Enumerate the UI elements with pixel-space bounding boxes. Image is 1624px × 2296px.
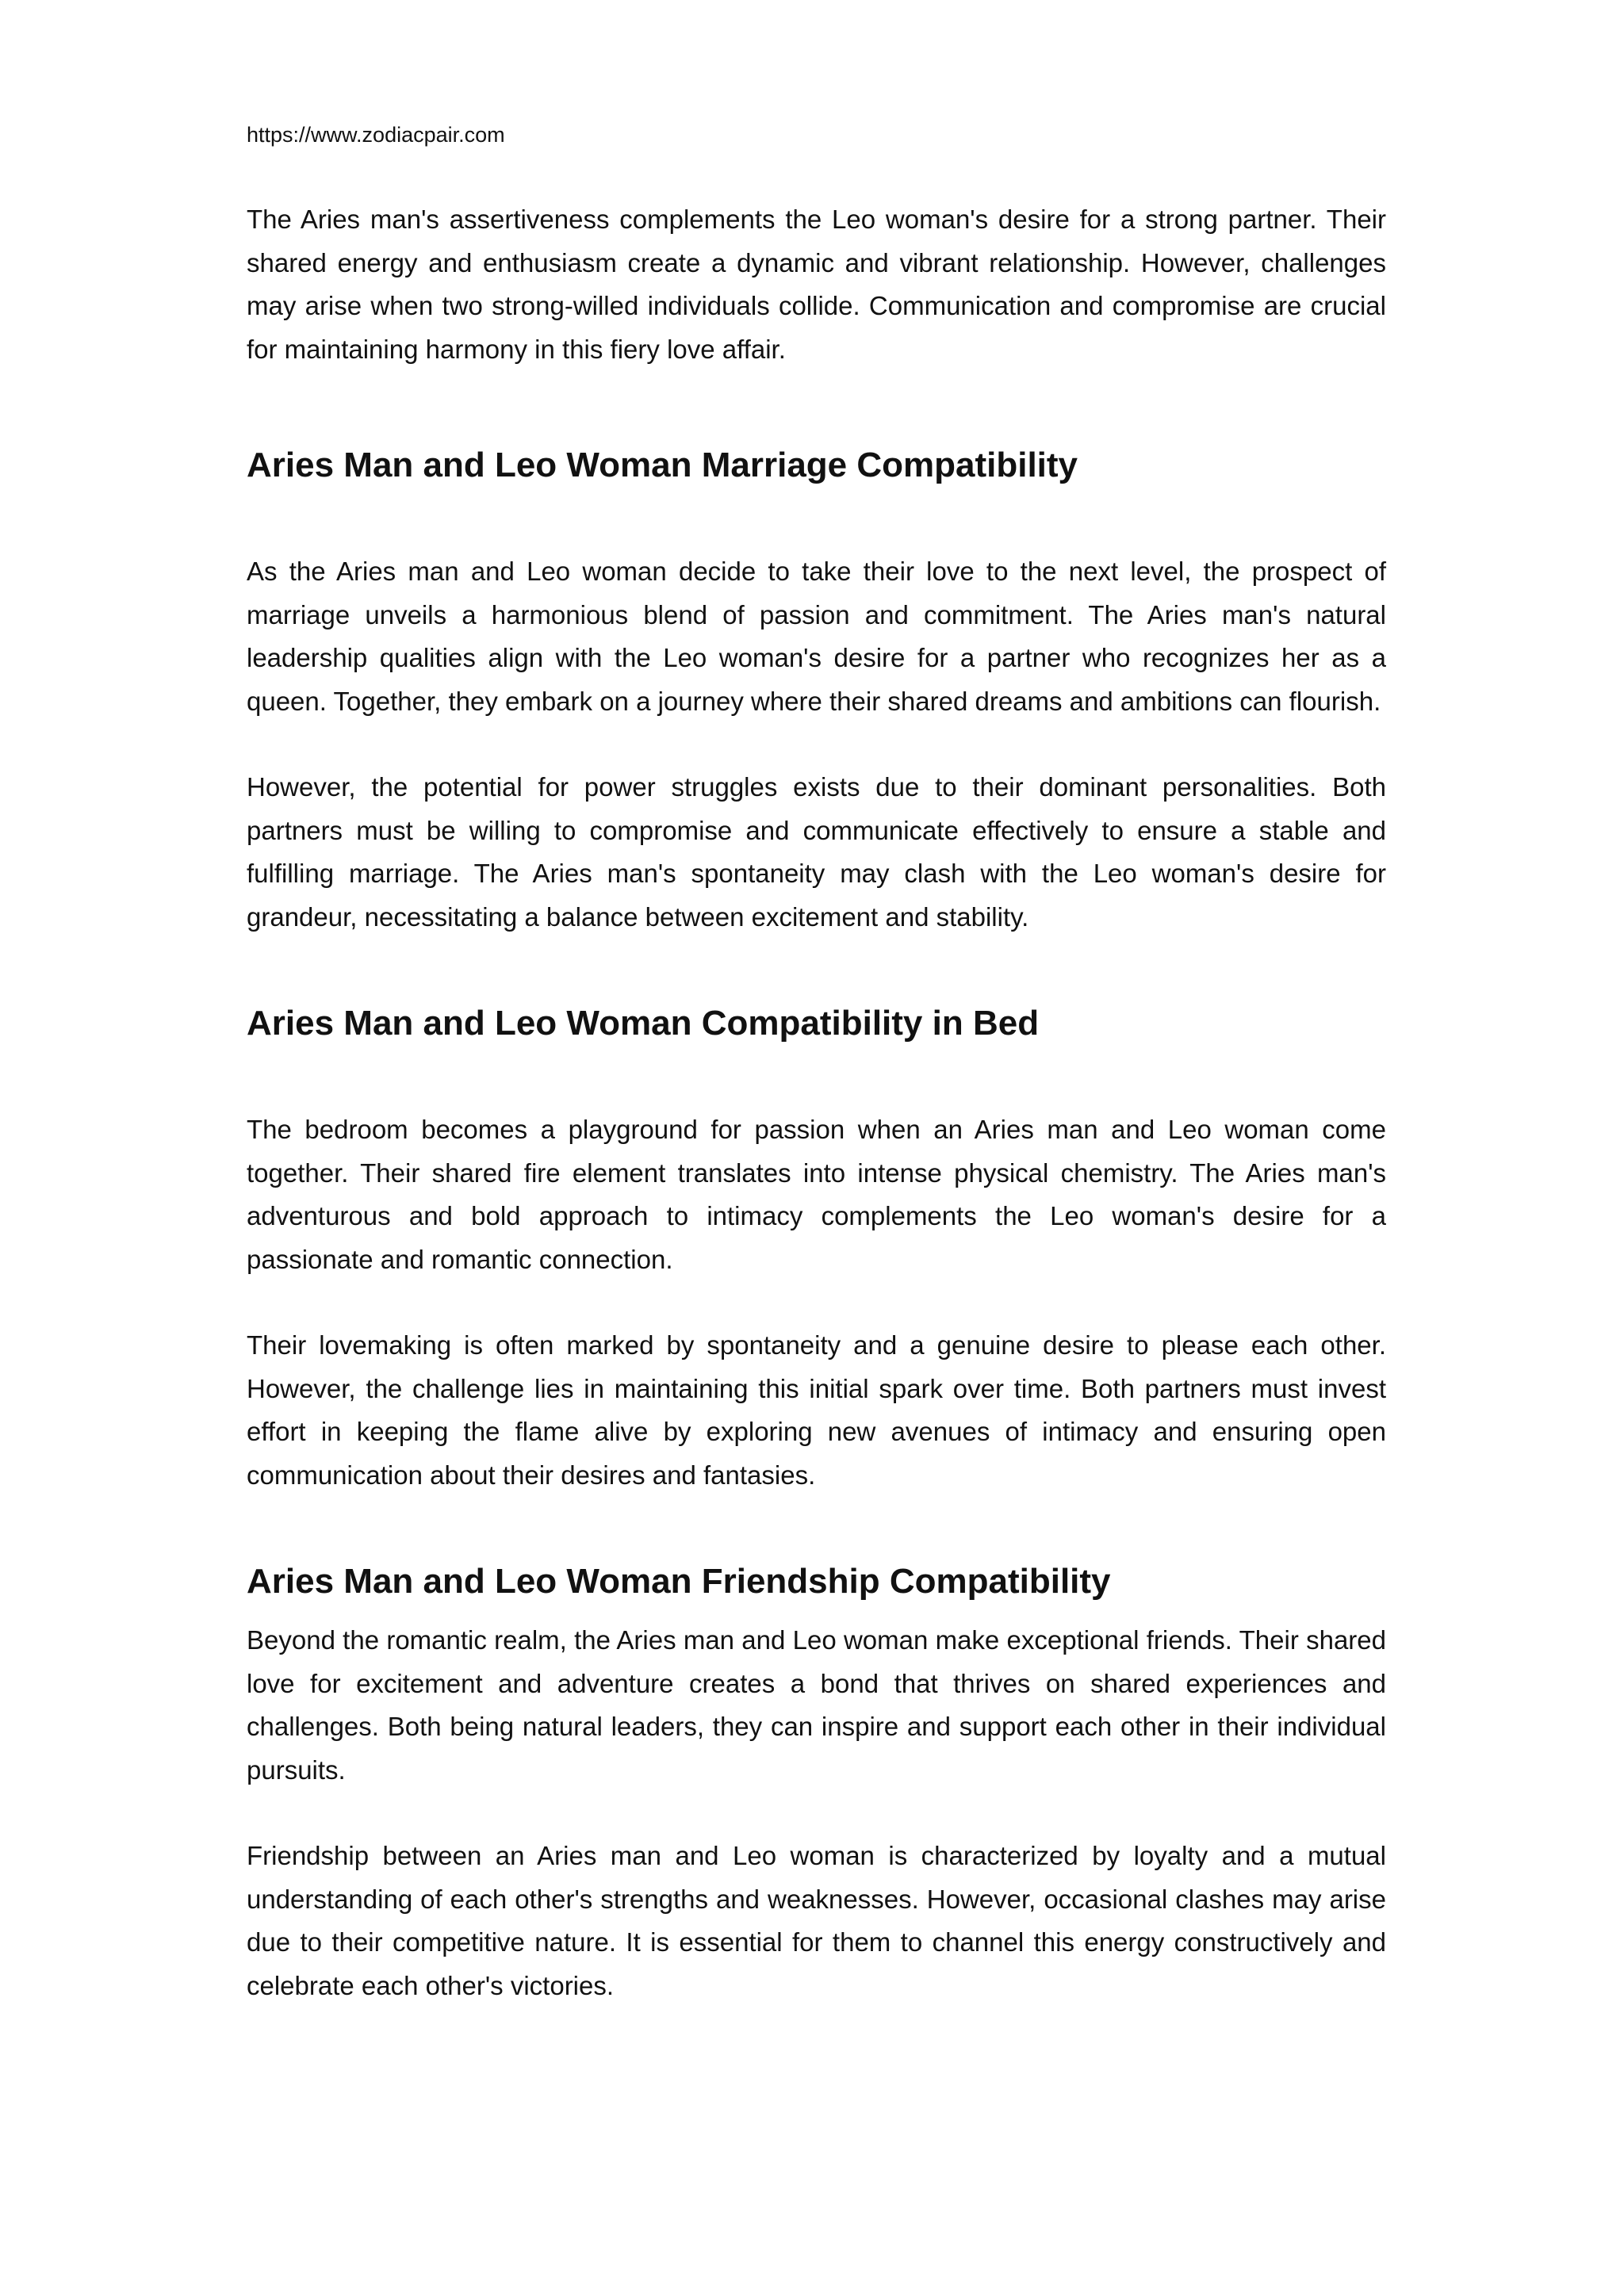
friendship-paragraph-1: Beyond the romantic realm, the Aries man and Leo woman make exceptional friends. Their shared love for excitement and adventure creates a bond that thrives on shared experiences and challenges. Both being natural leaders, they can inspire and support each other in their individual pursuits. — [247, 1625, 1386, 1785]
heading-bed-compatibility: Aries Man and Leo Woman Compatibility in Bed — [247, 1004, 1040, 1043]
article-body — [247, 198, 1386, 2007]
header-url: https://www.zodiacpair.com — [247, 123, 505, 147]
marriage-paragraph-1: As the Aries man and Leo woman decide to take their love to the next level, the prospect of marriage unveils a harmonious blend of passion and commitment. The Aries man's natural leadership qualities align with the Leo woman's desire for a partner who recognizes her as a queen. Together, they embark on a journey where their shared dreams and ambitions can flourish. — [247, 557, 1386, 716]
bed-paragraph-2: Their lovemaking is often marked by spontaneity and a genuine desire to please each other. However, the challenge lies in maintaining this initial spark over time. Both partners must invest effort in keeping the flame alive by exploring new avenues of intimacy and ensuring open communication about their desires and fantasies. — [247, 1330, 1386, 1490]
heading-friendship-compatibility: Aries Man and Leo Woman Friendship Compatibility — [247, 1562, 1111, 1601]
heading-marriage-compatibility: Aries Man and Leo Woman Marriage Compatibility — [247, 446, 1078, 484]
intro-paragraph: The Aries man's assertiveness complements the Leo woman's desire for a strong partner. Their shared energy and enthusiasm create a dynamic and vibrant relationship. However, challenges may arise when two strong-willed individuals collide. Communication and compromise are crucial for maintaining harmony in this fiery love affair. — [247, 205, 1386, 364]
marriage-paragraph-2: However, the potential for power struggles exists due to their dominant personalities. Both partners must be willing to compromise and communicate effectively to ensure a stable and fulfilling marriage. The Aries man's spontaneity may clash with the Leo woman's desire for grandeur, necessitating a balance between excitement and stability. — [247, 772, 1386, 932]
friendship-paragraph-2: Friendship between an Aries man and Leo woman is characterized by loyalty and a mutual understanding of each other's strengths and weaknesses. However, occasional clashes may arise due to their competitive nature. It is essential for them to channel this energy constructively and celebrate each other's victories. — [247, 1841, 1386, 2000]
bed-paragraph-1: The bedroom becomes a playground for passion when an Aries man and Leo woman come together. Their shared fire element translates into intense physical chemistry. The Aries man's adventurous and bold approach to intimacy complements the Leo woman's desire for a passionate and romantic connection. — [247, 1115, 1386, 1274]
